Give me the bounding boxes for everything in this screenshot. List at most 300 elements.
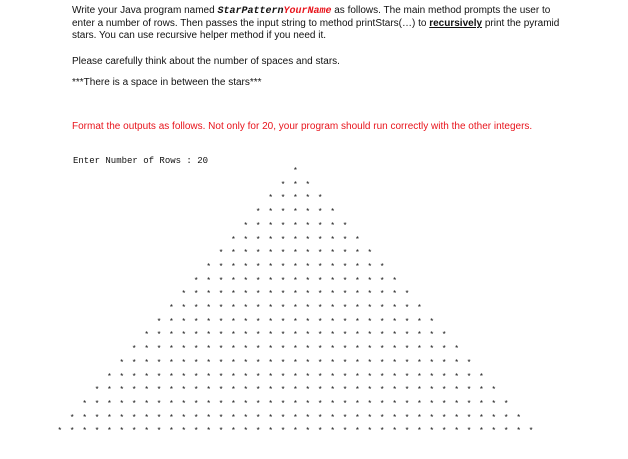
star: * [342,262,348,272]
star: * [454,386,459,396]
star: * [293,235,298,245]
star: * [379,262,385,272]
star: * [206,331,211,341]
star: * [280,249,286,259]
star: * [392,317,397,327]
star: * [503,413,509,423]
star: * [317,399,323,409]
star: * [231,317,236,327]
star: * [193,276,199,286]
intro-text-start: Write your Java program named [72,5,218,16]
star: * [404,331,410,341]
star: * [379,331,385,341]
star: * [119,372,125,382]
star: * [305,413,311,423]
star: * [293,290,298,300]
star: * [82,399,87,409]
star: * [243,345,249,355]
star: * [268,427,273,437]
star: * [144,345,149,355]
star: * [169,399,174,409]
star: * [218,249,224,259]
star: * [355,427,360,437]
star: * [330,372,335,382]
star: * [144,386,149,396]
star: * [330,358,335,368]
star: * [429,386,435,396]
star: * [268,290,273,300]
star: * [119,358,125,368]
star: * [417,331,422,341]
star: * [317,358,323,368]
star: * [379,290,385,300]
star: * [417,399,422,409]
star: * [479,413,484,423]
star: * [156,386,162,396]
star: * [429,331,435,341]
star: * [268,399,273,409]
star: * [144,427,149,437]
star: * [379,399,385,409]
star: * [57,427,63,437]
star: * [379,276,385,286]
star: * [454,372,459,382]
star: * [404,372,410,382]
star: * [268,221,273,231]
star: * [466,386,472,396]
star: * [206,345,211,355]
star: * [156,413,162,423]
star: * [293,372,298,382]
star: * [355,413,360,423]
star: * [379,372,385,382]
star: * [131,345,137,355]
star: * [379,427,385,437]
star: * [193,290,199,300]
star: * [206,358,211,368]
star: * [305,331,311,341]
star: * [231,358,236,368]
star: * [243,290,249,300]
star: * [268,345,273,355]
star: * [280,413,286,423]
star: * [131,386,137,396]
star: * [181,413,187,423]
star: * [404,427,410,437]
star: * [355,317,360,327]
star: * [144,372,149,382]
star: * [293,399,298,409]
star: * [193,304,199,313]
star: * [479,386,484,396]
star: * [503,399,509,409]
star: * [82,413,87,423]
star: * [293,358,298,368]
star: * [193,413,199,423]
recursively-emphasis: recursively [429,18,483,29]
star: * [342,317,348,327]
star: * [392,358,397,368]
star: * [231,290,236,300]
star: * [367,345,373,355]
star: * [367,358,373,368]
star: * [280,317,286,327]
star: * [231,399,236,409]
star: * [367,276,373,286]
star: * [330,221,335,231]
star: * [107,386,112,396]
star: * [169,413,174,423]
star: * [231,262,236,272]
class-name-part1: StarPattern [217,6,284,17]
star: * [206,399,211,409]
star: * [342,235,348,245]
star: * [404,399,410,409]
star: * [131,399,137,409]
format-note: Format the outputs as follows. Not only for 20, your program should run correctly with the other integers. [72,121,533,132]
star: * [417,413,422,423]
star: * [305,386,311,396]
star: * [280,221,286,231]
star: * [330,331,335,341]
star: * [293,427,298,437]
star: * [280,386,286,396]
star: * [392,290,397,300]
star: * [243,221,249,231]
star: * [466,372,472,382]
star: * [218,399,224,409]
star: * [193,317,199,327]
star: * [144,358,149,368]
star: * [454,413,459,423]
star: * [268,304,273,313]
star: * [342,221,348,231]
star: * [293,413,298,423]
star: * [218,386,224,396]
star: * [255,413,261,423]
star: * [268,386,273,396]
star: * [367,399,373,409]
star: * [293,345,298,355]
star: * [144,399,149,409]
star: * [218,304,224,313]
star: * [342,358,348,368]
star: * [218,331,224,341]
star: * [429,358,435,368]
star: * [379,386,385,396]
star: * [367,317,373,327]
star: * [169,372,174,382]
star: * [317,276,323,286]
star: * [218,262,224,272]
star: * [243,413,249,423]
star: * [181,317,187,327]
star: * [454,399,459,409]
star: * [231,372,236,382]
star: * [181,331,187,341]
star: * [268,262,273,272]
star: * [169,386,174,396]
star: * [491,399,497,409]
star: * [231,345,236,355]
star: * [367,413,373,423]
star: * [305,235,311,245]
star: * [342,372,348,382]
star: * [255,372,261,382]
star: * [404,386,410,396]
star: * [342,331,348,341]
star: * [206,317,211,327]
star: * [131,413,137,423]
star: * [317,249,323,259]
star: * [181,304,187,313]
star: * [69,427,75,437]
star: * [169,317,174,327]
star: * [293,194,298,204]
star: * [528,427,534,437]
star: * [417,304,422,313]
star: * [305,262,311,272]
star: * [392,372,397,382]
star: * [355,331,360,341]
star: * [317,345,323,355]
star: * [156,317,162,327]
star: * [169,304,174,313]
star: * [330,345,335,355]
star: * [330,317,335,327]
star: * [181,427,187,437]
star: * [243,249,249,259]
star: * [218,413,224,423]
star: * [454,358,459,368]
star: * [441,358,447,368]
star: * [218,276,224,286]
star: * [367,290,373,300]
star: * [479,427,484,437]
intro-text-middle: as follows. The main method prompts the user to enter a number of rows. Then passes the input string to method printStars(…) to [72,5,551,29]
star: * [107,372,112,382]
star: * [305,208,311,218]
star: * [280,276,286,286]
star: * [280,358,286,368]
star: * [392,399,397,409]
star: * [305,221,311,231]
star: * [367,331,373,341]
star: * [441,331,447,341]
star: * [305,317,311,327]
star: * [280,331,286,341]
star: * [268,235,273,245]
star: * [119,386,125,396]
star: * [268,317,273,327]
star: * [441,345,447,355]
star: * [169,345,174,355]
star: * [330,427,335,437]
star: * [193,386,199,396]
star: * [367,262,373,272]
star: * [305,249,311,259]
star: * [367,249,373,259]
star: * [255,317,261,327]
star: * [206,262,211,272]
star: * [206,276,211,286]
star: * [218,345,224,355]
star: * [293,386,298,396]
space-note: ***There is a space in between the stars*** [72,77,262,88]
star: * [491,427,497,437]
star: * [243,235,249,245]
star: * [330,386,335,396]
star: * [342,386,348,396]
star: * [156,331,162,341]
star: * [355,345,360,355]
star: * [131,372,137,382]
star: * [293,331,298,341]
star: * [255,427,261,437]
careful-note: Please carefully think about the number of spaces and stars. [72,56,340,67]
star: * [206,413,211,423]
star: * [479,399,484,409]
star: * [218,427,224,437]
star: * [330,399,335,409]
star: * [193,427,199,437]
star: * [417,372,422,382]
star: * [305,180,311,190]
star: * [255,345,261,355]
star: * [379,304,385,313]
star: * [379,413,385,423]
star: * [255,249,261,259]
star: * [355,304,360,313]
star: * [367,386,373,396]
star: * [491,413,497,423]
star: * [417,358,422,368]
star: * [429,427,435,437]
star: * [206,304,211,313]
star: * [156,427,162,437]
star: * [107,399,112,409]
star: * [193,358,199,368]
star: * [317,221,323,231]
star: * [169,358,174,368]
star: * [131,427,137,437]
star: * [218,372,224,382]
star: * [156,345,162,355]
star: * [417,317,422,327]
star: * [119,413,125,423]
star: * [280,180,286,190]
star: * [268,372,273,382]
star: * [379,358,385,368]
star: * [231,304,236,313]
console-prompt: Enter Number of Rows : 20 [73,156,209,166]
star: * [181,399,187,409]
star: * [218,358,224,368]
star: * [243,372,249,382]
star: * [392,345,397,355]
star: * [404,345,410,355]
star: * [268,413,273,423]
star: * [193,399,199,409]
star: * [330,276,335,286]
star: * [317,262,323,272]
star: * [429,399,435,409]
star: * [330,290,335,300]
star: * [293,208,298,218]
star: * [441,399,447,409]
star: * [293,249,298,259]
star: * [280,427,286,437]
star: * [255,304,261,313]
star: * [417,427,422,437]
star: * [342,304,348,313]
star: * [280,304,286,313]
star: * [317,304,323,313]
star: * [255,399,261,409]
star: * [231,331,236,341]
star: * [317,290,323,300]
star: * [317,413,323,423]
star: * [293,167,298,176]
star: * [355,372,360,382]
star: * [355,235,360,245]
star: * [156,372,162,382]
star: * [181,290,187,300]
star: * [293,262,298,272]
star: * [131,358,137,368]
star: * [193,372,199,382]
star: * [94,427,100,437]
star: * [404,290,410,300]
star: * [255,208,261,218]
star: * [206,386,211,396]
star: * [144,413,149,423]
star: * [404,358,410,368]
star: * [305,345,311,355]
star: * [330,208,335,218]
star: * [268,208,273,218]
star: * [107,413,112,423]
star: * [516,427,521,437]
star: * [107,427,112,437]
star: * [305,358,311,368]
star: * [441,386,447,396]
star: * [94,386,100,396]
star: * [193,331,199,341]
star: * [255,358,261,368]
star: * [317,317,323,327]
star: * [293,276,298,286]
star: * [69,413,75,423]
star: * [231,276,236,286]
star: * [156,358,162,368]
star: * [156,399,162,409]
star: * [305,399,311,409]
star: * [218,317,224,327]
star: * [305,372,311,382]
star: * [82,427,87,437]
star: * [280,208,286,218]
star: * [342,249,348,259]
star: * [181,386,187,396]
star: * [317,386,323,396]
star: * [206,427,211,437]
star: * [441,413,447,423]
star: * [206,290,211,300]
star: * [243,262,249,272]
star: * [367,304,373,313]
star: * [454,345,459,355]
